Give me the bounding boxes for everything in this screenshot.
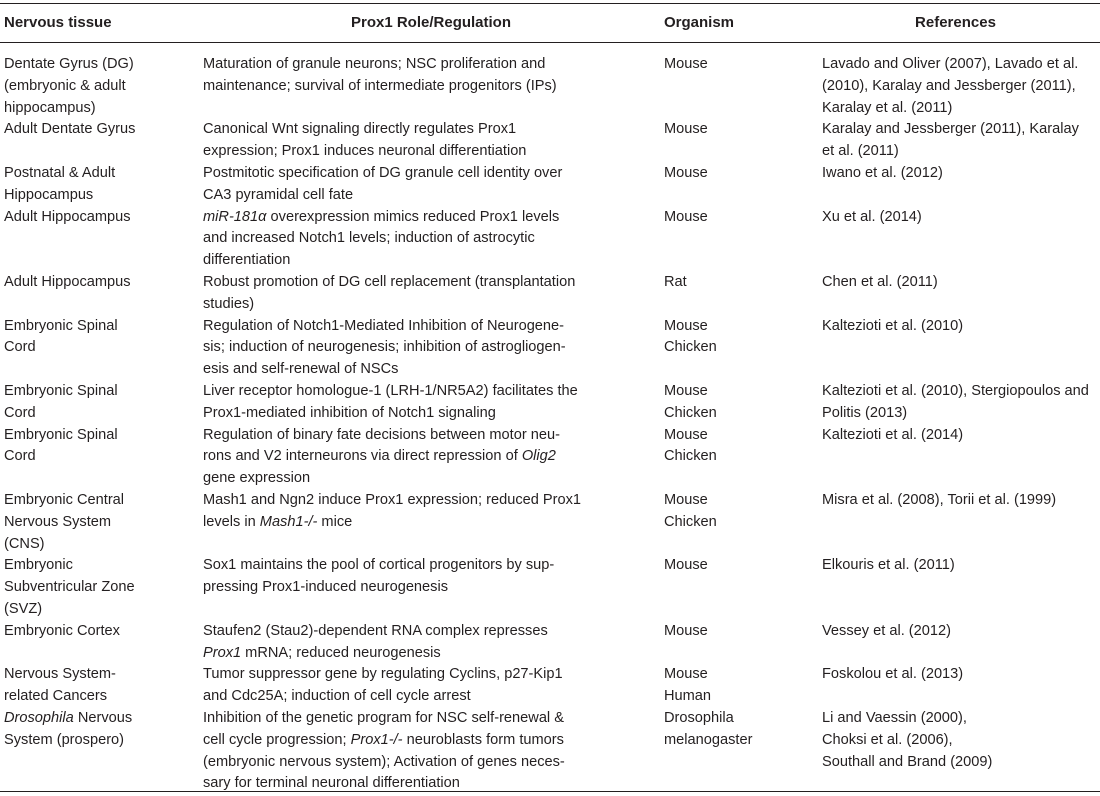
table-row (0, 207, 1100, 272)
role-cell: miR-181α overexpression mimics reduced Prox1 levels and increased Notch1 levels; induction of astrocytic differentiation (203, 208, 560, 269)
tissue-cell: Embryonic Cortex (4, 622, 120, 639)
organism-cell: Mouse (664, 208, 708, 225)
organism-cell: Drosophila melanogaster (664, 709, 753, 748)
tissue-cell: Dentate Gyrus (DG) (embryonic & adult hippocampus) (4, 56, 134, 116)
table-row (0, 425, 1100, 490)
tissue-cell: Embryonic Spinal Cord (4, 317, 118, 356)
role-cell: Maturation of granule neurons; NSC proliferation and maintenance; survival of intermediate progenitors (IPs) (203, 56, 557, 94)
organism-cell: Mouse (664, 121, 708, 138)
spacer-row (0, 46, 1100, 54)
organism-cell: Mouse Chicken (664, 382, 717, 421)
table-row (0, 708, 1100, 795)
organism-cell: Mouse (664, 56, 708, 72)
tissue-cell: Nervous System- related Cancers (4, 666, 116, 705)
table-row (0, 54, 1100, 119)
tissue-cell: Embryonic Spinal Cord (4, 426, 118, 465)
references-cell: Foskolou et al. (2013) (822, 666, 964, 683)
header-references: References (915, 14, 996, 32)
tissue-cell: Adult Hippocampus (4, 208, 131, 225)
role-cell: Inhibition of the genetic program for NSC self-renewal & cell cycle progression; Prox1-/- neuroblasts form tumors (embryonic nervous system); Activation of genes neces- sary for terminal neuronal differentiation (203, 709, 565, 792)
references-cell: Vessey et al. (2012) (822, 622, 951, 639)
references-cell: Elkouris et al. (2011) (822, 557, 955, 574)
references-cell: Chen et al. (2011) (822, 273, 938, 290)
table-row (0, 163, 1100, 207)
organism-cell: Mouse Chicken (664, 491, 717, 530)
references-cell: Li and Vaessin (2000), Choksi et al. (2006), Southall and Brand (2009) (822, 709, 993, 770)
organism-cell: Mouse (664, 164, 708, 181)
role-cell: Regulation of binary fate decisions between motor neu- rons and V2 interneurons via direct repression of Olig2 gene expression (203, 426, 560, 487)
references-cell: Karalay and Jessberger (2011), Karalay et al. (2011) (822, 121, 1079, 160)
table-row (0, 381, 1100, 425)
header-nervous-tissue: Nervous tissue (4, 14, 112, 32)
role-cell: Sox1 maintains the pool of cortical progenitors by sup- pressing Prox1-induced neurogenesis (203, 557, 555, 596)
tissue-cell: Postnatal & Adult Hippocampus (4, 164, 116, 203)
header-prox1-role: Prox1 Role/Regulation (350, 14, 512, 32)
role-cell: Liver receptor homologue-1 (LRH-1/NR5A2) facilitates the Prox1-mediated inhibition of Notch1 signaling (203, 382, 578, 421)
organism-cell: Mouse (664, 557, 708, 574)
table-row (0, 316, 1100, 381)
table-row (0, 119, 1100, 163)
tissue-cell: Drosophila Nervous System (prospero) (4, 709, 133, 748)
table-row (0, 555, 1100, 620)
table-row (0, 490, 1100, 555)
organism-cell: Mouse Human (664, 666, 712, 705)
references-cell: Lavado and Oliver (2007), Lavado et al. (2010), Karalay and Jessberger (2011), Karalay et al. (2011) (822, 56, 1079, 116)
role-cell: Tumor suppressor gene by regulating Cyclins, p27-Kip1 and Cdc25A; induction of cell cycle arrest (203, 666, 563, 705)
references-cell: Kaltezioti et al. (2010), Stergiopoulos and Politis (2013) (822, 382, 1089, 421)
organism-cell: Mouse Chicken (664, 426, 717, 465)
tissue-cell: Embryonic Subventricular Zone (SVZ) (4, 557, 135, 617)
tissue-cell: Adult Dentate Gyrus (4, 121, 136, 138)
role-cell: Staufen2 (Stau2)-dependent RNA complex represses Prox1 mRNA; reduced neurogenesis (203, 622, 548, 661)
role-cell: Mash1 and Ngn2 induce Prox1 expression; reduced Prox1 levels in Mash1-/- mice (203, 491, 582, 530)
references-cell: Misra et al. (2008), Torii et al. (1999) (822, 491, 1057, 508)
table-row (0, 664, 1100, 708)
role-cell: Postmitotic specification of DG granule cell identity over CA3 pyramidal cell fate (203, 164, 563, 203)
references-cell: Xu et al. (2014) (822, 208, 922, 225)
role-cell: Robust promotion of DG cell replacement (transplantation studies) (203, 273, 576, 312)
role-cell: Regulation of Notch1-Mediated Inhibition of Neurogene- sis; induction of neurogenesis; inhibition of astrogliogen- esis and self-renewal of NSCs (203, 317, 566, 378)
organism-cell: Mouse (664, 622, 708, 639)
organism-cell: Rat (664, 273, 687, 290)
role-cell: Canonical Wnt signaling directly regulates Prox1 expression; Prox1 induces neuronal differentiation (203, 121, 527, 160)
tissue-cell: Embryonic Spinal Cord (4, 382, 118, 421)
tissue-cell: Embryonic Central Nervous System (CNS) (4, 491, 125, 552)
organism-cell: Mouse Chicken (664, 317, 717, 356)
header-row (0, 0, 1100, 46)
references-cell: Kaltezioti et al. (2014) (822, 426, 964, 443)
table-row (0, 621, 1100, 665)
references-cell: Iwano et al. (2012) (822, 164, 943, 181)
tissue-cell: Adult Hippocampus (4, 273, 131, 290)
header-organism: Organism (664, 14, 735, 32)
references-cell: Kaltezioti et al. (2010) (822, 317, 964, 334)
table-row (0, 272, 1100, 316)
